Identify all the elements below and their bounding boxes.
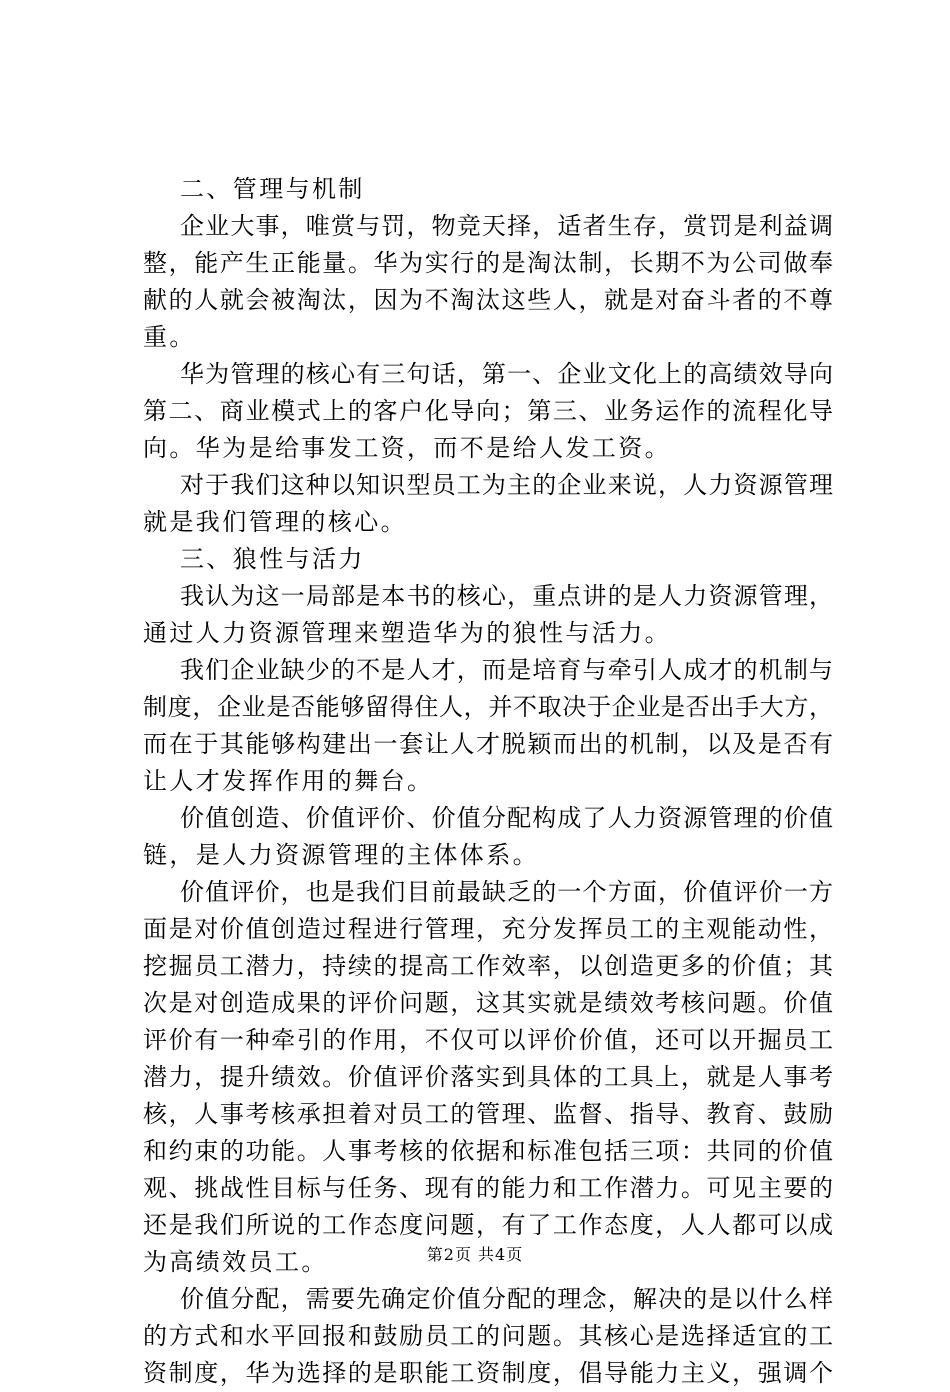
text-line: 企业大事，唯赏与罚，物竞天择，适者生存，赏罚是利益调 (180, 212, 833, 240)
text-line: 评价有一种牵引的作用，不仅可以评价价值，还可以开掘员工 (143, 1026, 833, 1054)
text-line: 价值评价，也是我们目前最缺乏的一个方面，价值评价一方 (180, 878, 833, 906)
text-line: 我们企业缺少的不是人才，而是培育与牵引人成才的机制与 (180, 656, 833, 684)
text-line: 和约束的功能。人事考核的依据和标准包括三项：共同的价值 (143, 1137, 833, 1165)
text-line: 制度，企业是否能够留得住人，并不取决于企业是否出手大方， (143, 693, 833, 721)
text-line: 潜力，提升绩效。价值评价落实到具体的工具上，就是人事考 (143, 1063, 833, 1091)
text-line: 让人才发挥作用的舞台。 (143, 767, 434, 795)
text-line: 次是对创造成果的评价问题，这其实就是绩效考核问题。价值 (143, 989, 833, 1017)
text-line: 第二、商业模式上的客户化导向；第三、业务运作的流程化导 (143, 397, 833, 425)
text-line: 挖掘员工潜力，持续的提高工作效率，以创造更多的价值；其 (143, 952, 833, 980)
text-line: 核，人事考核承担着对员工的管理、监督、指导、教育、鼓励 (143, 1100, 833, 1128)
text-line: 的方式和水平回报和鼓励员工的问题。其核心是选择适宜的工 (143, 1322, 833, 1350)
text-line: 价值创造、价值评价、价值分配构成了人力资源管理的价值 (180, 804, 833, 832)
text-line: 为高绩效员工。 (143, 1248, 328, 1276)
text-line: 献的人就会被淘汰，因为不淘汰这些人，就是对奋斗者的不尊 (143, 286, 833, 314)
text-line: 整，能产生正能量。华为实行的是淘汰制，长期不为公司做奉 (143, 249, 833, 277)
page-footer: 第2页 共4页 (426, 1245, 524, 1264)
text-line: 对于我们这种以知识型员工为主的企业来说，人力资源管理 (180, 471, 833, 499)
text-line: 重。 (143, 323, 196, 351)
text-line: 华为管理的核心有三句话，第一、企业文化上的高绩效导向 (180, 360, 833, 388)
text-line: 就是我们管理的核心。 (143, 508, 407, 536)
text-line: 面是对价值创造过程进行管理，充分发挥员工的主观能动性， (143, 915, 833, 943)
text-line: 链，是人力资源管理的主体体系。 (143, 841, 539, 869)
text-line: 我认为这一局部是本书的核心，重点讲的是人力资源管理， (180, 582, 833, 610)
text-line: 价值分配，需要先确定价值分配的理念，解决的是以什么样 (180, 1285, 833, 1313)
text-line: 三、狼性与活力 (180, 545, 365, 573)
text-line: 还是我们所说的工作态度问题，有了工作态度，人人都可以成 (143, 1211, 833, 1239)
text-line: 通过人力资源管理来塑造华为的狼性与活力。 (143, 619, 671, 647)
text-line: 观、挑战性目标与任务、现有的能力和工作潜力。可见主要的 (143, 1174, 833, 1202)
text-line: 向。华为是给事发工资，而不是给人发工资。 (143, 434, 671, 462)
text-line: 而在于其能够构建出一套让人才脱颖而出的机制，以及是否有 (143, 730, 833, 758)
document-body (143, 171, 833, 1392)
text-line: 二、管理与机制 (180, 175, 365, 203)
text-line: 资制度，华为选择的是职能工资制度，倡导能力主义，强调个 (143, 1359, 833, 1387)
